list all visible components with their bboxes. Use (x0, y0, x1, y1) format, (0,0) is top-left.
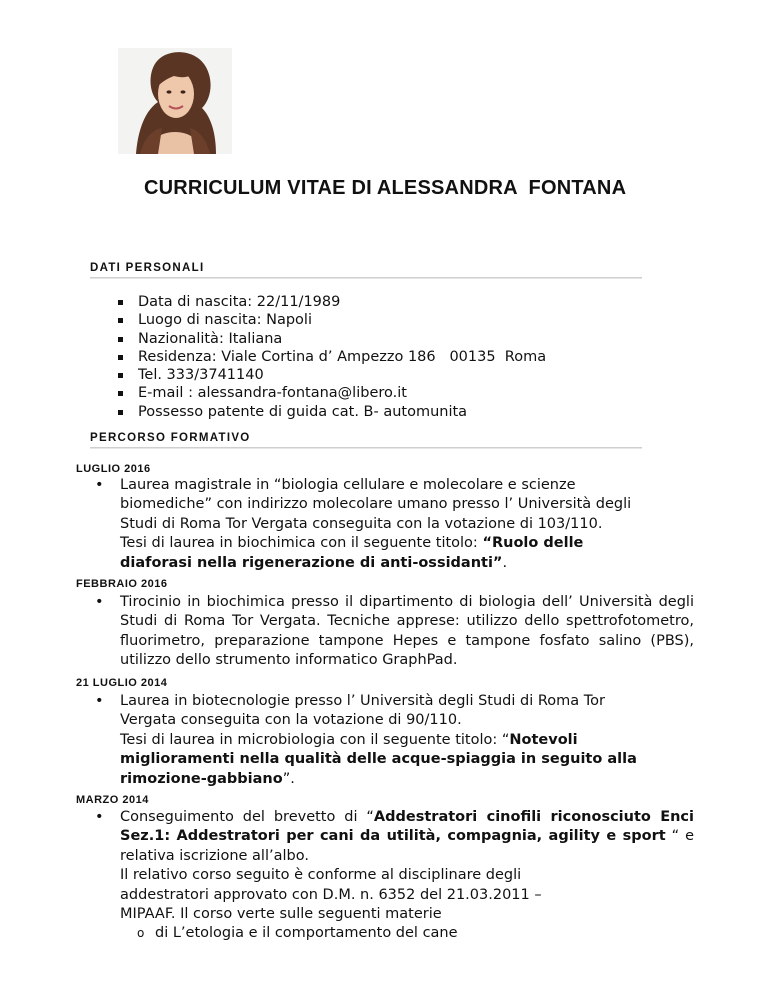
sub-list-item-text: di L’etologia e il comportamento del cane (155, 925, 458, 942)
list-item: Possesso patente di guida cat. B- automunita (118, 403, 546, 421)
list-item: Luogo di nascita: Napoli (118, 311, 546, 329)
section-rule (90, 277, 642, 279)
entry-thesis-title: Notevoli miglioramenti nella qualità delle acque-spiaggia in seguito alla rimozione-gabbiano (120, 731, 637, 787)
list-item: Data di nascita: 22/11/1989 (118, 293, 546, 311)
list-item: Nazionalità: Italiana (118, 330, 546, 348)
entry-text: Laurea in biotecnologie presso l’ Università degli Studi di Roma Tor Vergata conseguita con la votazione di 90/110. (120, 693, 606, 729)
section-heading-education: PERCORSO FORMATIVO (90, 432, 251, 444)
entry-thesis-label: Tesi di laurea in microbiologia con il seguente titolo: “ (120, 731, 510, 748)
personal-data-list (118, 293, 546, 421)
entry-text: Laurea magistrale in “biologia cellulare e molecolare e scienze biomediche” con indirizzo molecolare umano presso l’ Università degli Studi di Roma Tor Vergata conseguita con la votazione di 103/110. (120, 477, 632, 532)
entry-text: Tirocinio in biochimica presso il dipartimento di biologia dell’ Università degli Studi di Roma Tor Vergata. Tecniche apprese: utilizzo dello spettrofotometro, fluorimetro, preparazione tampone Hepes e tampone fosfato salino (PBS), utilizzo dello strumento informatico GraphPad. (120, 594, 694, 669)
entry-date: 21 LUGLIO 2014 (76, 677, 168, 689)
circle-bullet-icon: o (137, 926, 145, 941)
entry-punct: . (502, 554, 508, 571)
education-entry (95, 692, 695, 789)
bullet-icon: • (95, 477, 104, 493)
list-item: E-mail : alessandra-fontana@libero.it (118, 384, 546, 402)
sub-list-item (137, 924, 694, 943)
entry-certificate-title: Addestratori cinofili riconosciuto Enci Sez.1: Addestratori per cani da utilità, compagnia, agility e sport (120, 809, 694, 845)
entry-text-after: “ e relativa iscrizione all’albo. (120, 828, 695, 864)
entry-text: Conseguimento del brevetto di “ (120, 809, 374, 825)
entry-thesis-label: Tesi di laurea in biochimica con il seguente titolo: (120, 535, 483, 552)
entry-thesis-title: “Ruolo delle diaforasi nella rigenerazione di anti-ossidanti” (120, 535, 584, 571)
list-item: Residenza: Viale Cortina d’ Ampezzo 186 00135 Roma (118, 348, 546, 366)
education-entry (95, 476, 695, 573)
entry-date: LUGLIO 2016 (76, 463, 151, 475)
bullet-icon: • (95, 809, 104, 825)
list-item: Tel. 333/3741140 (118, 366, 546, 384)
entry-course-description: Il relativo corso seguito è conforme al disciplinare degli addestratori approvato con D.M. n. 6352 del 21.03.2011 – MIPAAF. Il corso verte sulle seguenti materie (120, 867, 542, 923)
entry-punct: ”. (282, 770, 295, 787)
bullet-icon: • (95, 594, 104, 610)
page-title: CURRICULUM VITAE DI ALESSANDRA FONTANA (144, 177, 627, 199)
entry-date: MARZO 2014 (76, 794, 149, 806)
entry-date: FEBBRAIO 2016 (76, 578, 168, 590)
profile-photo (118, 48, 232, 154)
education-entry (95, 593, 695, 671)
bullet-icon: • (95, 693, 104, 709)
education-entry (95, 808, 695, 944)
section-heading-personal: DATI PERSONALI (90, 262, 205, 274)
section-rule (90, 447, 642, 449)
